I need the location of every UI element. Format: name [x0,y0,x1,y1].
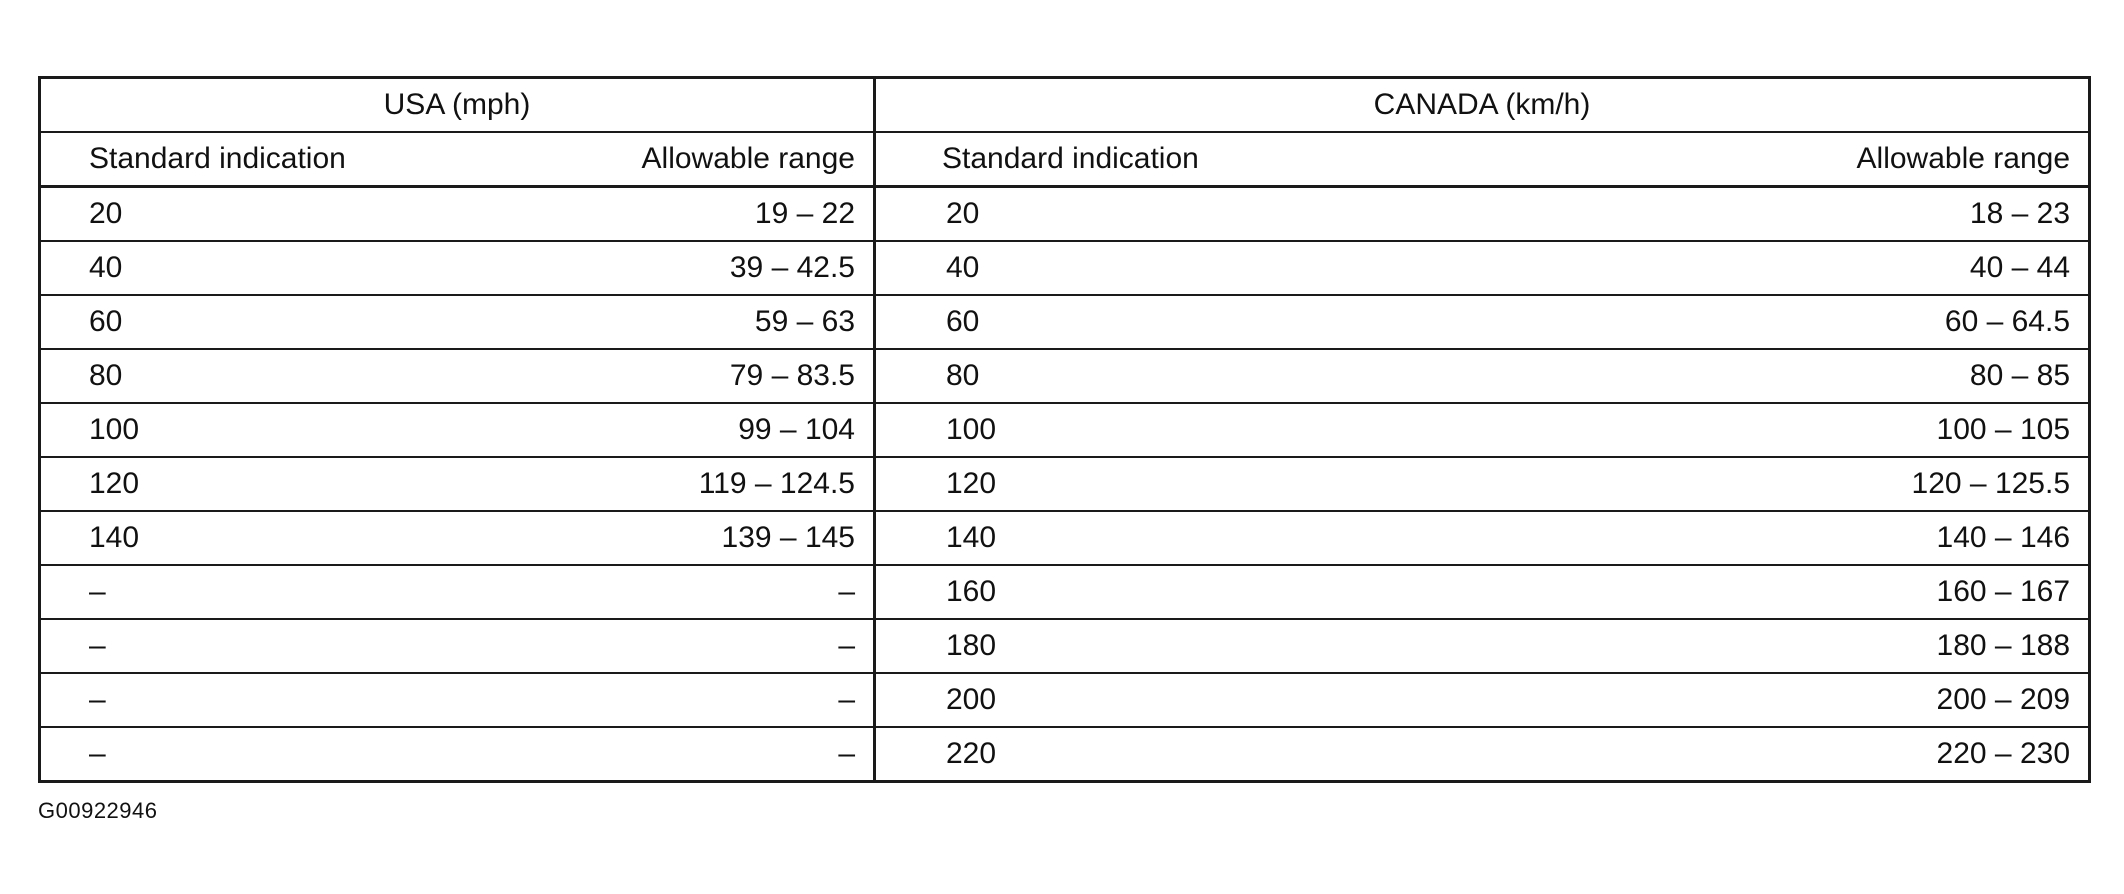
canada-allowable-range-cell: 220 – 230 [1275,727,2090,782]
usa-standard-indication-header: Standard indication [40,132,475,187]
table-row [40,565,2090,619]
canada-standard-indication-cell: 20 [875,187,1275,242]
table-row [40,295,2090,349]
usa-standard-indication-cell: – [40,565,475,619]
table-row [40,187,2090,242]
usa-allowable-range-cell: 39 – 42.5 [475,241,875,295]
canada-allowable-range-cell: 180 – 188 [1275,619,2090,673]
canada-allowable-range-cell: 200 – 209 [1275,673,2090,727]
canada-standard-indication-cell: 100 [875,403,1275,457]
usa-allowable-range-cell: – [475,727,875,782]
canada-standard-indication-cell: 60 [875,295,1275,349]
canada-allowable-range-header: Allowable range [1275,132,2090,187]
canada-allowable-range-cell: 140 – 146 [1275,511,2090,565]
table-row [40,511,2090,565]
table-row [40,673,2090,727]
canada-allowable-range-cell: 60 – 64.5 [1275,295,2090,349]
column-header-row [40,132,2090,187]
usa-allowable-range-cell: 19 – 22 [475,187,875,242]
canada-allowable-range-cell: 160 – 167 [1275,565,2090,619]
canada-allowable-range-cell: 120 – 125.5 [1275,457,2090,511]
table-row [40,457,2090,511]
usa-group-header: USA (mph) [40,78,875,133]
usa-standard-indication-cell: 140 [40,511,475,565]
canada-standard-indication-cell: 80 [875,349,1275,403]
usa-standard-indication-cell: 80 [40,349,475,403]
canada-standard-indication-cell: 220 [875,727,1275,782]
canada-allowable-range-cell: 40 – 44 [1275,241,2090,295]
usa-allowable-range-header: Allowable range [475,132,875,187]
usa-standard-indication-cell: – [40,727,475,782]
table-row [40,727,2090,782]
speedometer-tolerance-table [38,76,2091,783]
usa-standard-indication-cell: – [40,673,475,727]
usa-allowable-range-cell: – [475,673,875,727]
usa-standard-indication-cell: 20 [40,187,475,242]
canada-allowable-range-cell: 100 – 105 [1275,403,2090,457]
canada-standard-indication-cell: 200 [875,673,1275,727]
canada-standard-indication-header: Standard indication [875,132,1275,187]
table-row [40,619,2090,673]
table-row [40,241,2090,295]
canada-standard-indication-cell: 180 [875,619,1275,673]
canada-standard-indication-cell: 160 [875,565,1275,619]
canada-group-header: CANADA (km/h) [875,78,2090,133]
usa-allowable-range-cell: 139 – 145 [475,511,875,565]
usa-allowable-range-cell: 59 – 63 [475,295,875,349]
usa-standard-indication-cell: 100 [40,403,475,457]
usa-allowable-range-cell: 99 – 104 [475,403,875,457]
usa-standard-indication-cell: – [40,619,475,673]
table-row [40,403,2090,457]
canada-standard-indication-cell: 120 [875,457,1275,511]
canada-allowable-range-cell: 80 – 85 [1275,349,2090,403]
usa-standard-indication-cell: 40 [40,241,475,295]
group-header-row [40,78,2090,133]
canada-standard-indication-cell: 140 [875,511,1275,565]
usa-allowable-range-cell: 79 – 83.5 [475,349,875,403]
usa-standard-indication-cell: 60 [40,295,475,349]
usa-standard-indication-cell: 120 [40,457,475,511]
usa-allowable-range-cell: – [475,619,875,673]
figure-code: G00922946 [38,798,158,823]
canada-standard-indication-cell: 40 [875,241,1275,295]
usa-allowable-range-cell: 119 – 124.5 [475,457,875,511]
usa-allowable-range-cell: – [475,565,875,619]
table-row [40,349,2090,403]
canada-allowable-range-cell: 18 – 23 [1275,187,2090,242]
